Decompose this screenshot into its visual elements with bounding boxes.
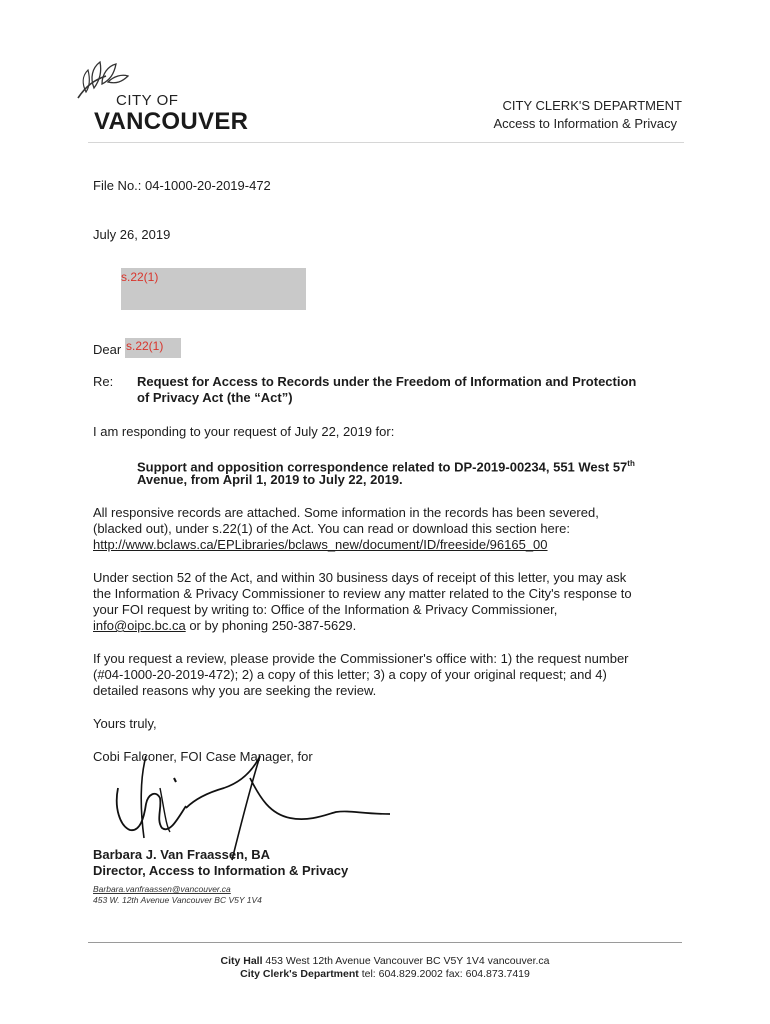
request-line-2: Avenue, from April 1, 2019 to July 22, 2019. bbox=[137, 472, 403, 487]
para2-line-2: the Information & Privacy Commissioner to review any matter related to the City's response to bbox=[93, 586, 632, 601]
para3-line-2: (#04-1000-20-2019-472); 2) a copy of this letter; 3) a copy of your original request; and 4) bbox=[93, 667, 607, 682]
logo-vancouver: VANCOUVER bbox=[94, 108, 249, 135]
footer-rule bbox=[88, 942, 682, 943]
para2-line-1: Under section 52 of the Act, and within 30 business days of receipt of this letter, you may ask bbox=[93, 570, 627, 585]
para1-line-1: All responsive records are attached. Some information in the records has been severed, bbox=[93, 505, 599, 520]
signer-name: Barbara J. Van Fraassen, BA bbox=[93, 847, 271, 862]
closing: Yours truly, bbox=[93, 716, 157, 731]
redaction-label: s.22(1) bbox=[121, 270, 159, 284]
header-rule bbox=[88, 142, 684, 143]
signer-address: 453 W. 12th Avenue Vancouver BC V5Y 1V4 bbox=[93, 895, 262, 905]
signer-title: Director, Access to Information & Privacy bbox=[93, 863, 349, 878]
para3-line-1: If you request a review, please provide the Commissioner's office with: 1) the request number bbox=[93, 651, 629, 666]
footer-line-2 bbox=[88, 968, 682, 980]
oipc-email-link[interactable]: info@oipc.bc.ca bbox=[93, 618, 186, 633]
redacted-name bbox=[125, 338, 181, 358]
responding-line: I am responding to your request of July 22, 2019 for: bbox=[93, 424, 395, 439]
subject-line-1: Request for Access to Records under the Freedom of Information and Protection bbox=[137, 374, 637, 389]
footer-dept: City Clerk's Department bbox=[240, 968, 359, 980]
department-subtitle: Access to Information & Privacy bbox=[493, 116, 677, 131]
redaction-label: s.22(1) bbox=[126, 339, 164, 353]
salutation: Dear bbox=[93, 342, 122, 357]
re-label: Re: bbox=[93, 374, 114, 389]
para2-line-4 bbox=[93, 618, 356, 635]
para1-line-2: (blacked out), under s.22(1) of the Act. You can read or download this section here: bbox=[93, 521, 570, 536]
letter-date: July 26, 2019 bbox=[93, 227, 171, 242]
para2-tail: or by phoning 250-387-5629. bbox=[185, 618, 357, 633]
subject-line-2: of Privacy Act (the “Act”) bbox=[137, 390, 293, 405]
department-name: CITY CLERK'S DEPARTMENT bbox=[502, 98, 682, 113]
footer-line-1 bbox=[88, 955, 682, 967]
request-superscript: th bbox=[627, 459, 635, 468]
signer-email-link[interactable]: Barbara.vanfraassen@vancouver.ca bbox=[93, 884, 231, 894]
request-text: Support and opposition correspondence related to DP-2019-00234, 551 West 57 bbox=[137, 459, 628, 475]
footer-city-hall: City Hall bbox=[220, 955, 263, 967]
logo-city-of: CITY OF bbox=[116, 92, 179, 109]
para2-line-3: your FOI request by writing to: Office of the Information & Privacy Commissioner, bbox=[93, 602, 558, 617]
signed-for-line: Cobi Falconer, FOI Case Manager, for bbox=[93, 749, 313, 764]
city-logo bbox=[72, 58, 252, 138]
footer-address: 453 West 12th Avenue Vancouver BC V5Y 1V4 vancouver.ca bbox=[262, 955, 550, 967]
footer-contact: tel: 604.829.2002 fax: 604.873.7419 bbox=[358, 968, 530, 980]
file-number: File No.: 04-1000-20-2019-472 bbox=[93, 178, 271, 193]
redacted-address bbox=[121, 268, 306, 310]
bclaws-link[interactable]: http://www.bclaws.ca/EPLibraries/bclaws_new/document/ID/freeside/96165_00 bbox=[93, 537, 548, 552]
para3-line-3: detailed reasons why you are seeking the review. bbox=[93, 683, 377, 698]
